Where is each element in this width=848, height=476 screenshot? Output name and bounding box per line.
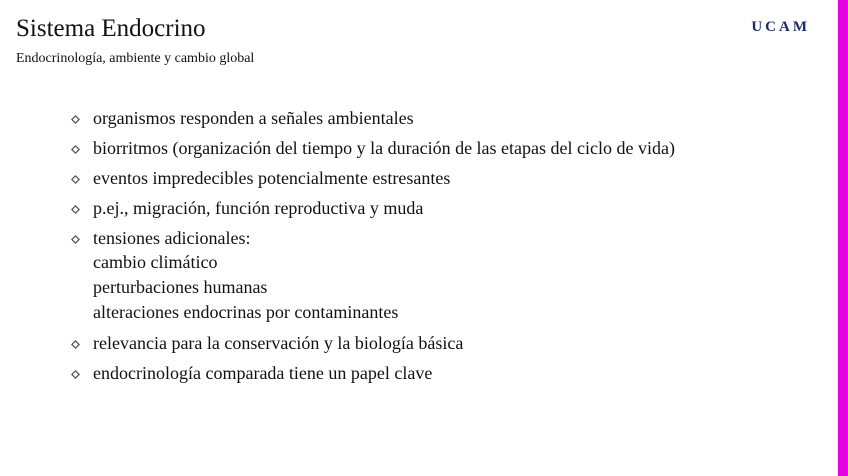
bullet-item <box>71 331 811 355</box>
bullet-text: organismos responden a señales ambientales <box>93 108 414 128</box>
slide-title: Sistema Endocrino <box>16 15 206 42</box>
accent-side-bar <box>838 0 848 476</box>
sub-item: cambio climático <box>93 252 218 272</box>
diamond-bullet-icon <box>71 340 80 349</box>
bullet-text: tensiones adicionales: <box>93 228 251 248</box>
diamond-bullet-icon <box>71 145 80 154</box>
diamond-bullet-icon <box>71 115 80 124</box>
bullet-item <box>71 361 811 385</box>
bullet-text: endocrinología comparada tiene un papel clave <box>93 363 433 383</box>
diamond-bullet-icon <box>71 370 80 379</box>
bullet-item <box>71 136 811 160</box>
sub-item: alteraciones endocrinas por contaminantes <box>93 302 399 322</box>
diamond-bullet-icon <box>71 235 80 244</box>
bullet-text: biorritmos (organización del tiempo y la duración de las etapas del ciclo de vida) <box>93 138 675 158</box>
bullet-text: eventos impredecibles potencialmente estresantes <box>93 168 451 188</box>
bullet-item <box>71 166 811 190</box>
bullet-item <box>71 106 811 130</box>
sub-item: perturbaciones humanas <box>93 277 268 297</box>
bullet-text: relevancia para la conservación y la biología básica <box>93 333 464 353</box>
bullet-list <box>71 106 811 391</box>
bullet-item <box>71 226 811 325</box>
slide-subtitle: Endocrinología, ambiente y cambio global <box>16 51 255 66</box>
bullet-text: p.ej., migración, función reproductiva y muda <box>93 198 424 218</box>
diamond-bullet-icon <box>71 175 80 184</box>
bullet-item <box>71 196 811 220</box>
diamond-bullet-icon <box>71 205 80 214</box>
ucam-logo: UCAM <box>751 19 810 35</box>
